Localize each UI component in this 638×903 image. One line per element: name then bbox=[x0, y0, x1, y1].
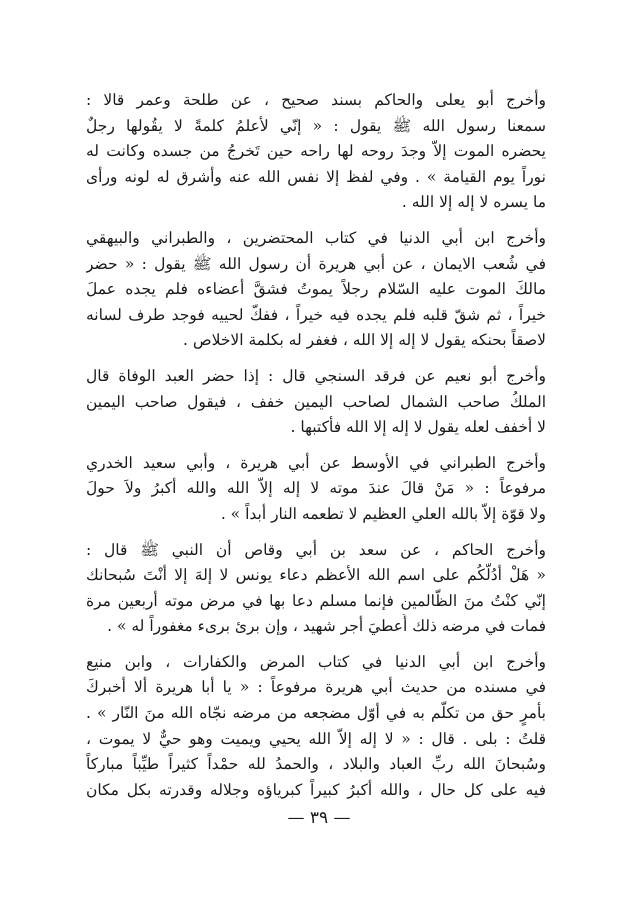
text-line: قلتُ : بلى . قال : « لا إله إلاّ الله يحيي ويميت وهو حيٌّ لا يموت ، bbox=[86, 729, 546, 748]
text-line: وأخرج ابن أبي الدنيا في كتاب المحتضرين ، والطبراني والبيهقي bbox=[86, 228, 546, 247]
text-line: وأخرج أبو نعيم عن فرقد السنجي قال : إذا حضر العبد الوفاة قال bbox=[86, 366, 546, 385]
text-line: مرفوعاً : « مَنْ قالَ عندَ موته لا إله إلاّ الله والله أكبرُ ولاَ حولَ bbox=[86, 479, 546, 498]
page-number: — ٣٩ — bbox=[287, 808, 351, 828]
text-line: خيراً ، ثم شقّ قلبه فلم يجده فيه خيراً ، ففكّ لحييه فوجد طرف لسانه bbox=[86, 305, 546, 324]
text-line: « هَلْ أدُلّكُم على اسم الله الأعظم دعاء يونس لا إلهَ إلا أنْتَ سُبحانك bbox=[86, 566, 546, 585]
paragraph-4 bbox=[86, 451, 546, 528]
text-line: وأخرج أبو يعلى والحاكم بسند صحيح ، عن طلحة وعمر قالا : bbox=[86, 91, 546, 109]
text-line: وأخرج ابن أبي الدنيا في كتاب المرض والكفارات ، وابن منيع bbox=[86, 652, 546, 671]
text-line: لا أخفف لعله يقول لا إله إلا الله فأكتبها . bbox=[290, 418, 546, 437]
text-line: في مسنده من حديث أبي هريرة مرفوعاً : « يا أبا هريرة ألا أخبركَ bbox=[86, 678, 546, 697]
paragraph-2 bbox=[86, 226, 546, 354]
paragraph-3 bbox=[86, 364, 546, 441]
text-line: ما يسره لا إله إلا الله . bbox=[401, 193, 546, 212]
text-line: يحضره الموت إلاّ وجدَ روحه لها راحه حين تَخرجُ من جسده وكانت له bbox=[86, 142, 546, 161]
text-line: سمعنا رسول الله ﷺ يقول : « إنّي لأعلمُ كلمةً لا يقُولها رجلٌ bbox=[86, 116, 546, 135]
text-line: إنّي كنْتُ منَ الظّالمين فإنما مسلم دعا بها في مرض موته أربعين مرة bbox=[86, 591, 546, 610]
text-line: نوراً يوم القيامة » . وفي لفظ إلا نفس الله عنه وأشرق له لونه ورأى bbox=[86, 167, 546, 186]
text-line: وأخرج الحاكم ، عن سعد بن أبي وقاص أن النبي ﷺ قال : bbox=[86, 540, 546, 559]
text-line: بأمرٍ حق من تكلّم به في أوّل مضجعه من مرضه نجّاه الله منَ النّار » . bbox=[86, 704, 546, 723]
paragraph-5 bbox=[86, 538, 546, 640]
text-line: لاصقاً بحنكه يقول لا إله إلا الله ، فغفر له بكلمة الاخلاص . bbox=[182, 331, 546, 350]
text-line: وسُبحانَ الله ربِّ العباد والبلاد ، والحمدُ لله حمْداً كثيراً طيِّباً مباركاً bbox=[86, 755, 546, 774]
paragraph-6 bbox=[86, 650, 546, 804]
text-line: مالكَ الموت عليه السّلام رجلاً يموتُ فشقَّ أعضاءه فلم يجده عملَ bbox=[86, 280, 546, 299]
body-text bbox=[86, 88, 546, 813]
text-line: الملكُ صاحب الشمال لصاحب اليمين خفف ، فيقول صاحب اليمين bbox=[86, 392, 546, 411]
text-line: وأخرج الطبراني في الأوسط عن أبي هريرة ، وأبي سعيد الخدري bbox=[86, 453, 546, 472]
text-line: ولا قوّة إلاّ بالله العلي العظيم لا تطعمه النار أبداً » . bbox=[220, 504, 546, 523]
text-line: فيه على كل حال ، والله أكبرُ كبيراً كبرياؤه وجلاله وقدرته بكل مكان bbox=[86, 780, 546, 799]
text-line: فمات في مرضه ذلك أُعطيَ أجر شهيد ، وإن برئ برىء مغفوراً له » . bbox=[107, 617, 546, 636]
text-line: في شُعب الايمان ، عن أبي هريرة أن رسول الله ﷺ يقول : « حضر bbox=[86, 254, 546, 273]
paragraph-1 bbox=[86, 88, 546, 216]
